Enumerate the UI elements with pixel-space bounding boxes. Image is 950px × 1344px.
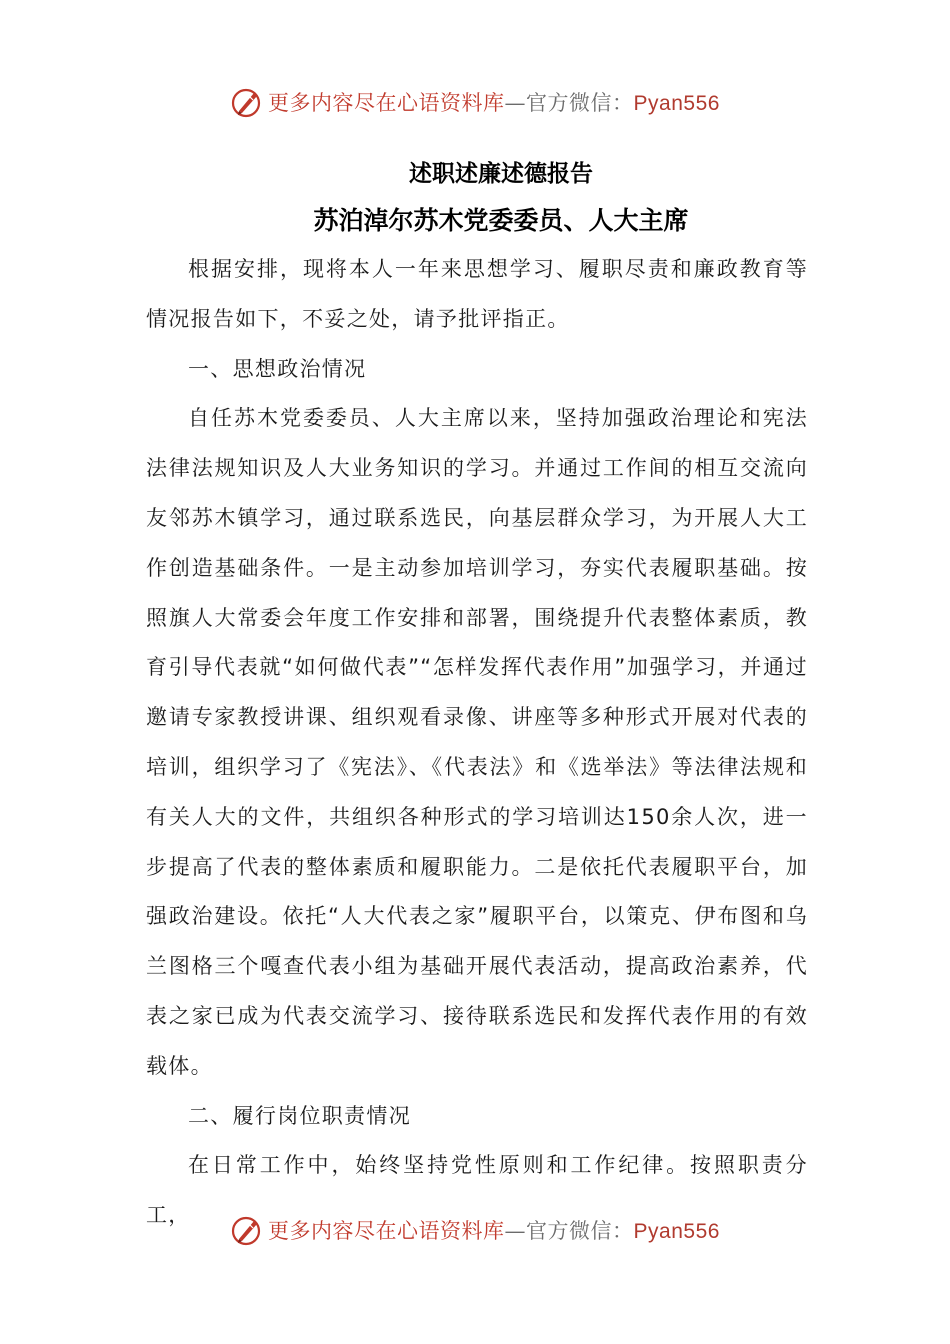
banner-text xyxy=(268,1215,720,1245)
banner-separator: — xyxy=(504,1219,527,1243)
banner-text xyxy=(268,87,720,117)
paragraph-political: 自任苏木党委委员、人大主席以来，坚持加强政治理论和宪法法律法规知识及人大业务知识的学习。并通过工作间的相互交流向友邻苏木镇学习，通过联系选民，向基层群众学习，为开展人大工作创造基础条件。一是主动参加培训学习，夯实代表履职基础。按照旗人大常委会年度工作安排和部署，围绕提升代表整体素质，教育引导代表就“如何做代表”“怎样发挥代表作用”加强学习，并通过邀请专家教授讲课、组织观看录像、讲座等多种形式开展对代表的培训，组织学习了《宪法》、《代表法》和《选举法》等法律法规和有关人大的文件，共组织各种形式的学习培训达150余人次，进一步提高了代表的整体素质和履职能力。二是依托代表履职平台，加强政治建设。依托“人大代表之家”履职平台，以策克、伊布图和乌兰图格三个嘎查代表小组为基础开展代表活动，提高政治素养，代表之家已成为代表交流学习、接待联系选民和发挥代表作用的有效载体。 xyxy=(146,406,808,1078)
banner-main-text: 更多内容尽在心语资料库 xyxy=(268,1219,505,1243)
pen-logo-icon xyxy=(230,1213,264,1247)
banner-wechat-id: Pyan556 xyxy=(633,1220,720,1243)
document-title: 述职述廉述德报告 xyxy=(409,161,593,187)
section-heading-1: 一、思想政治情况 xyxy=(188,356,367,381)
banner-official-label: 官方微信： xyxy=(526,1219,634,1243)
banner-separator: — xyxy=(504,91,527,115)
section-heading-2: 二、履行岗位职责情况 xyxy=(188,1103,411,1128)
footer-watermark-banner xyxy=(0,1210,950,1250)
paragraph-intro: 根据安排，现将本人一年来思想学习、履职尽责和廉政教育等情况报告如下，不妥之处，请予批评指正。 xyxy=(146,257,808,331)
pen-logo-icon xyxy=(230,85,264,119)
paragraph-duties: 在日常工作中，始终坚持党性原则和工作纪律。按照职责分工， xyxy=(146,1153,808,1228)
document-subtitle: 苏泊淖尔苏木党委委员、人大主席 xyxy=(313,206,689,235)
banner-main-text: 更多内容尽在心语资料库 xyxy=(268,91,505,115)
banner-wechat-id: Pyan556 xyxy=(633,92,720,115)
banner-official-label: 官方微信： xyxy=(526,91,634,115)
document-body xyxy=(146,245,808,1241)
header-watermark-banner xyxy=(0,82,950,122)
